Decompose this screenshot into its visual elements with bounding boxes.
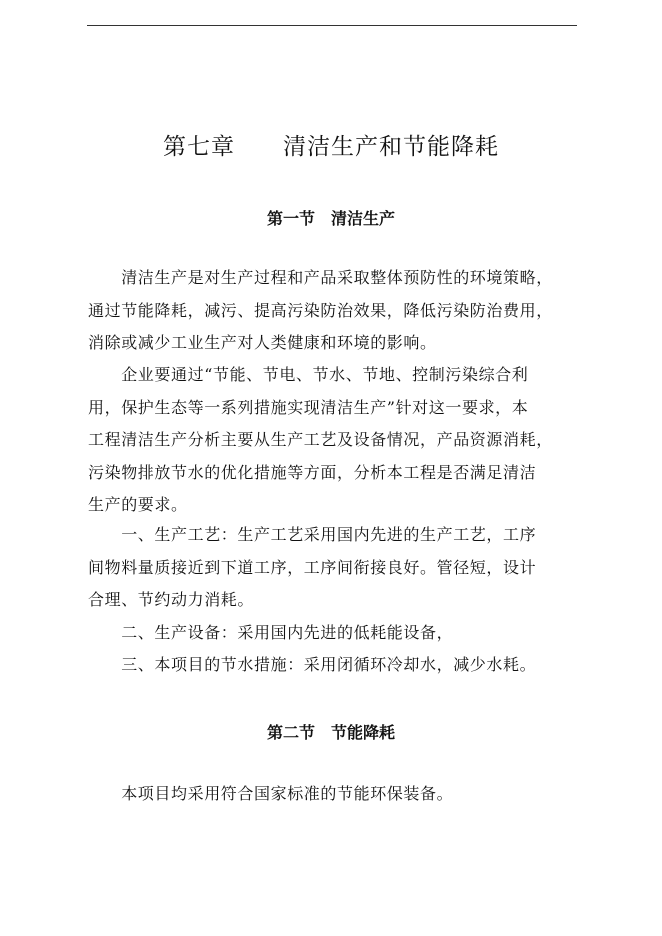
text-line: 消除或减少工业生产对人类健康和环境的影响。	[88, 333, 437, 352]
text-line: 污染物排放节水的优化措施等方面，分析本工程是否满足清洁	[88, 462, 537, 482]
paragraph-requirements	[88, 359, 580, 522]
text-line: 三、本项目的节水措施：采用闭循环冷却水，减少水耗。	[88, 655, 537, 674]
paragraph-intro	[88, 262, 580, 360]
text-line: 工程清洁生产分析主要从生产工艺及设备情况，产品资源消耗，	[88, 430, 553, 449]
text-line: 一、生产工艺：生产工艺采用国内先进的生产工艺，工序	[88, 525, 537, 544]
text-line: 合理、节约动力消耗。	[88, 590, 255, 609]
paragraph-energy-equipment	[88, 778, 580, 811]
paragraph-water-saving	[88, 649, 580, 682]
paragraph-equipment	[88, 617, 580, 650]
section-title-energy-saving: 第二节 节能降耗	[266, 723, 395, 742]
chapter-title: 第七章 清洁生产和节能降耗	[163, 134, 499, 160]
text-line: 用，保护生态等一系列措施实现清洁生产”针对这一要求，本	[88, 397, 529, 417]
paragraph-process	[88, 519, 580, 617]
text-line: 清洁生产是对生产过程和产品采取整体预防性的环境策略，	[88, 268, 553, 287]
text-line: 生产的要求。	[88, 495, 188, 514]
text-line: 通过节能降耗，减污、提高污染防治效果，降低污染防治费用，	[88, 300, 553, 320]
text-line: 企业要通过“节能、节电、节水、节地、控制污染综合利	[88, 365, 529, 384]
text-line: 间物料量质接近到下道工序，工序间衔接良好。管径短，设计	[88, 557, 537, 577]
header-rule	[87, 25, 577, 26]
section-title-cleaner-production: 第一节 清洁生产	[266, 209, 395, 228]
text-line: 本项目均采用符合国家标准的节能环保装备。	[88, 784, 454, 803]
text-line: 二、生产设备：采用国内先进的低耗能设备，	[88, 623, 454, 642]
